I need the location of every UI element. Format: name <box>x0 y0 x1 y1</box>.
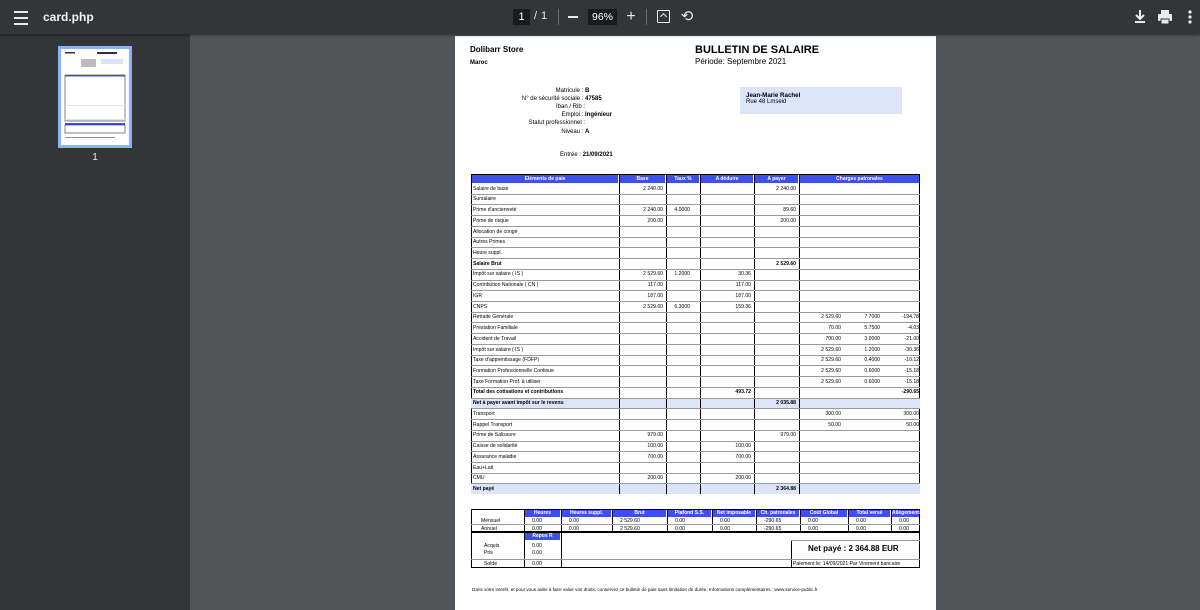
row-divider <box>471 376 920 377</box>
summary-row-label: Annuel <box>481 525 497 532</box>
row-divider <box>471 462 920 463</box>
row-label: Salaire Brut <box>473 260 502 267</box>
fit-to-page-icon[interactable] <box>657 10 670 23</box>
charges-base-value: 700.00 <box>825 335 841 342</box>
info-field <box>561 129 589 135</box>
summary-value: -290.65 <box>764 525 782 532</box>
page-thumbnail[interactable] <box>58 46 132 148</box>
row-label: Taxe d'apprentissage (FDFP) <box>473 357 540 364</box>
row-divider <box>471 226 920 227</box>
row-label: IGR <box>473 292 483 299</box>
summary-value: 0.00 <box>856 525 866 532</box>
summary-value: 0.00 <box>808 525 818 532</box>
info-field <box>522 96 602 102</box>
row-label: Accident de Travail <box>473 335 517 342</box>
menu-icon[interactable] <box>10 7 32 27</box>
charges-taux-value: 5.7500 <box>864 325 880 332</box>
charges-montant-value: -290.65 <box>901 389 919 396</box>
thumbnail-preview <box>61 49 129 145</box>
summary-header: Allègements <box>892 510 922 516</box>
row-label: Total des cotisations et contributions <box>473 389 564 396</box>
net-paye-total: Net payé : 2 364.88 EUR <box>808 544 899 554</box>
base-value: 2 529.60 <box>643 271 663 278</box>
charges-montant-value: -15.18 <box>904 368 919 374</box>
summary-divider <box>891 509 892 532</box>
row-divider <box>471 204 920 205</box>
summary-value: 0.00 <box>720 525 730 532</box>
payslip-page <box>455 36 936 610</box>
employee-name: Jean-Marie Rachel <box>746 92 801 99</box>
repos-row-divider <box>791 540 920 541</box>
summary-value: 0.00 <box>720 518 730 525</box>
summary-divider <box>612 509 613 532</box>
zoom-out-button[interactable] <box>568 16 578 18</box>
row-divider <box>471 387 920 388</box>
row-label: Taxe Formation Prof. à utiliser <box>473 378 541 385</box>
row-divider <box>471 269 920 270</box>
employee-address: Rue 48 Lmseid <box>746 99 787 105</box>
summary-divider <box>800 509 801 532</box>
row-divider <box>471 441 920 442</box>
repos-row-label: Acquis <box>484 543 500 550</box>
summary-row-divider <box>471 524 920 525</box>
row-label: Prime de risque <box>473 217 509 224</box>
summary-value: 2 529.60 <box>620 518 640 525</box>
base-value: 200.00 <box>647 475 663 482</box>
base-value: 2 240.00 <box>643 185 663 192</box>
more-options-icon[interactable] <box>1180 7 1200 27</box>
column-header: Base <box>620 175 665 183</box>
payslip-period: Période: Septembre 2021 <box>695 57 787 66</box>
summary-row-label: Mensuel <box>481 518 501 525</box>
summary-value: 0.00 <box>808 518 818 525</box>
charges-base-value: 2 529.60 <box>821 368 841 374</box>
summary-value: 0.00 <box>856 518 866 525</box>
base-value: 200.00 <box>647 217 663 224</box>
info-field-label: Iban / Rib : <box>555 104 585 111</box>
base-value: 2 529.60 <box>643 303 663 310</box>
taux-value: 1.2000 <box>674 271 690 278</box>
info-field <box>562 112 612 118</box>
repos-value: 0.00 <box>532 543 542 550</box>
charges-montant-value: -30.36 <box>904 346 919 353</box>
row-label: CMU <box>473 475 485 482</box>
charges-base-value: 300.00 <box>825 410 841 417</box>
info-field <box>556 88 590 94</box>
row-label: Salaire de base <box>473 185 509 192</box>
summary-value: 0.00 <box>532 525 542 532</box>
entry-value: 21/09/2021 <box>582 152 613 158</box>
repos-value: 0.00 <box>532 561 542 568</box>
deduire-value: 493.72 <box>735 389 751 396</box>
row-divider <box>471 419 920 420</box>
payslip-title: BULLETIN DE SALAIRE <box>695 44 820 56</box>
column-divider <box>799 174 800 494</box>
row-divider <box>471 290 920 291</box>
summary-divider <box>848 509 849 532</box>
payer-value: 2 364.88 <box>776 486 796 493</box>
row-label: Sursalaire <box>473 196 496 203</box>
summary-header: Heures <box>525 510 560 517</box>
column-header: A déduire <box>701 175 753 183</box>
row-label: Net à payer avant impôt sur le revenu <box>473 400 564 407</box>
summary-value: 0.00 <box>899 518 909 525</box>
row-divider <box>471 280 920 281</box>
row-label: Heure suppl. <box>473 249 502 256</box>
row-divider <box>471 408 920 409</box>
thumbnail-page-label: 1 <box>92 152 98 163</box>
row-divider <box>471 258 920 259</box>
base-value: 700.00 <box>647 453 663 460</box>
base-value: 2 240.00 <box>643 207 663 214</box>
pdf-toolbar <box>0 0 1200 34</box>
summary-value: -290.65 <box>764 518 782 525</box>
row-highlight <box>471 483 920 494</box>
repos-divider <box>791 540 792 568</box>
row-divider <box>471 322 920 323</box>
row-divider <box>471 355 920 356</box>
payer-value: 2 240.00 <box>776 185 796 192</box>
deduire-value: 117.00 <box>735 282 751 289</box>
charges-base-value: 2 529.60 <box>821 346 841 353</box>
row-label: Allocation de congé <box>473 228 518 235</box>
charges-montant-value: -4.03 <box>907 325 919 332</box>
row-label: Assurance maladie <box>473 453 517 460</box>
deduire-value: 200.00 <box>735 475 751 482</box>
charges-taux-value: 7.7000 <box>864 314 880 321</box>
rotate-icon[interactable]: ⟲ <box>680 8 694 25</box>
row-divider <box>471 333 920 334</box>
summary-divider <box>524 509 525 532</box>
info-field-value: A <box>585 128 590 135</box>
row-divider <box>471 344 920 345</box>
repos-row-divider <box>471 559 920 560</box>
row-label: Retraite Générale <box>473 314 514 321</box>
base-value: 100.00 <box>647 443 663 450</box>
row-divider <box>471 451 920 452</box>
row-label: Prestation Familiale <box>473 325 518 332</box>
row-divider <box>471 312 920 313</box>
row-label: Contribution Nationale ( CN ) <box>473 282 539 289</box>
info-field-label: Matricule : <box>555 88 585 94</box>
toolbar-divider <box>558 9 559 25</box>
charges-montant-value: -194.78 <box>901 314 919 321</box>
payer-value: 89.60 <box>783 207 796 214</box>
summary-value: 0.00 <box>675 525 685 532</box>
charges-montant-value: -21.00 <box>904 335 919 342</box>
summary-value: 0.00 <box>899 525 909 532</box>
charges-montant-value: -15.18 <box>904 378 919 385</box>
row-label: Prime de Salissure <box>473 432 516 439</box>
row-label: Autres Primes <box>473 239 505 246</box>
zoom-in-button[interactable]: + <box>626 8 636 25</box>
deduire-value: 187.00 <box>735 292 751 299</box>
print-icon[interactable] <box>1155 7 1175 27</box>
download-icon[interactable] <box>1130 7 1150 27</box>
info-field-value: Ingénieur <box>585 112 613 119</box>
document-title: card.php <box>43 10 94 24</box>
column-header: Eléments de paie <box>472 175 618 183</box>
charges-base-value: 2 529.60 <box>821 357 841 364</box>
entry-label: Entrée : <box>560 152 582 158</box>
repos-row-label: Solde <box>484 561 498 568</box>
company-country: Maroc <box>470 60 488 66</box>
info-field-value: 47585 <box>585 96 602 103</box>
info-field-label: Emploi : <box>561 112 585 119</box>
info-field <box>556 104 585 110</box>
base-value: 187.00 <box>647 292 663 299</box>
repos-header: Repos R <box>525 533 560 540</box>
row-divider <box>471 398 920 399</box>
summary-header: Ch. patronales <box>757 510 799 517</box>
page-number-input[interactable]: 1 <box>513 9 530 25</box>
taux-value: 6.3000 <box>674 303 690 310</box>
summary-value: 2 529.60 <box>620 525 640 532</box>
info-field-value: B <box>585 88 590 94</box>
charges-base-value: 70.00 <box>828 325 841 332</box>
summary-header: Coût Global <box>801 510 847 517</box>
payer-value: 2 529.60 <box>776 260 796 267</box>
summary-value: 0.00 <box>532 518 542 525</box>
summary-divider <box>756 509 757 532</box>
summary-header: Total versé <box>849 510 890 517</box>
payer-value: 200.00 <box>780 217 796 224</box>
deduire-value: 100.00 <box>735 443 751 450</box>
summary-header: Plafond S.S. <box>668 510 711 517</box>
base-value: 979.00 <box>647 432 663 439</box>
thumbnail-sidebar <box>0 34 190 610</box>
company-name: Dolibarr Store <box>470 45 524 54</box>
summary-divider <box>712 509 713 532</box>
charges-montant-value: 50.00 <box>906 421 919 428</box>
summary-header: Heures suppl. <box>562 510 611 517</box>
payslip-footer: Dans votre intérêt, et pour vous aider à faire valoir vos droits, conservez ce bulletin de paie sans limitation de durée. Informations complémentaires : www.service-public.fr <box>472 587 818 592</box>
charges-base-value: 2 529.60 <box>821 314 841 321</box>
taux-value: 4.0000 <box>674 207 690 214</box>
row-divider <box>471 473 920 474</box>
column-header: Taux % <box>667 175 699 183</box>
summary-divider <box>561 509 562 532</box>
info-field-label: N° de sécurité sociale : <box>521 96 585 103</box>
row-divider <box>471 301 920 302</box>
row-divider <box>471 194 920 195</box>
repos-divider <box>561 532 562 568</box>
payer-value: 979.00 <box>780 432 796 439</box>
column-header: Charges patronales <box>800 175 919 183</box>
row-label: Impôt sur salaire ( IS ) <box>473 271 524 278</box>
zoom-level-input[interactable]: 96% <box>588 9 617 25</box>
row-divider <box>471 215 920 216</box>
column-header: A payer <box>755 175 798 183</box>
summary-value: 0.00 <box>569 518 579 525</box>
info-field <box>529 120 585 126</box>
summary-value: 0.00 <box>675 518 685 525</box>
entry-date <box>560 152 613 158</box>
charges-taux-value: 0.4000 <box>864 357 880 364</box>
paiement-info: Paiement le: 14/09/2021 Par Virement bancaire <box>793 561 901 568</box>
charges-montant-value: 300.00 <box>903 410 919 417</box>
info-field-label: Statut professionnel : <box>528 120 585 127</box>
deduire-value: 159.36 <box>735 303 751 310</box>
deduire-value: 700.00 <box>735 453 751 460</box>
page-separator: / <box>534 10 538 22</box>
employee-box <box>740 87 902 114</box>
column-divider <box>666 174 667 494</box>
row-label: Rappel Transport <box>473 421 513 428</box>
row-label: Caisse de solidarité <box>473 443 518 450</box>
charges-taux-value: 1.2000 <box>864 346 880 353</box>
row-label: Impôt sur salaire ( IS ) <box>473 346 524 353</box>
row-label: Prime d'ancienneté <box>473 207 517 214</box>
base-value: 117.00 <box>647 282 663 289</box>
charges-base-value: 50.00 <box>828 421 841 428</box>
row-divider <box>471 430 920 431</box>
repos-row-label: Pris <box>484 550 493 557</box>
charges-taux-value: 0.6000 <box>864 368 880 374</box>
summary-divider <box>667 509 668 532</box>
summary-header: Net imposable <box>713 510 755 517</box>
row-divider <box>471 483 920 484</box>
page-total: 1 <box>541 10 548 22</box>
row-label: Transport <box>473 410 495 417</box>
repos-divider <box>524 532 525 568</box>
charges-taux-value: 0.6000 <box>864 378 880 385</box>
info-field-label: Niveau : <box>561 128 585 135</box>
row-divider <box>471 237 920 238</box>
charges-montant-value: -10.12 <box>904 357 919 364</box>
deduire-value: 30.36 <box>738 271 751 278</box>
row-label: Eau+Lait <box>473 464 494 471</box>
row-divider <box>471 365 920 366</box>
row-label: Net payé <box>473 486 495 493</box>
summary-value: 0.00 <box>569 525 579 532</box>
row-divider <box>471 247 920 248</box>
toolbar-divider <box>646 9 647 25</box>
charges-taux-value: 3.0000 <box>864 335 880 342</box>
row-label: Formation Professionnelle Continue <box>473 368 554 374</box>
payer-value: 2 035.88 <box>776 400 796 407</box>
charges-base-value: 2 529.60 <box>821 378 841 385</box>
repos-value: 0.00 <box>532 550 542 557</box>
summary-header: Brut <box>613 510 666 517</box>
row-label: CNPS <box>473 303 488 310</box>
